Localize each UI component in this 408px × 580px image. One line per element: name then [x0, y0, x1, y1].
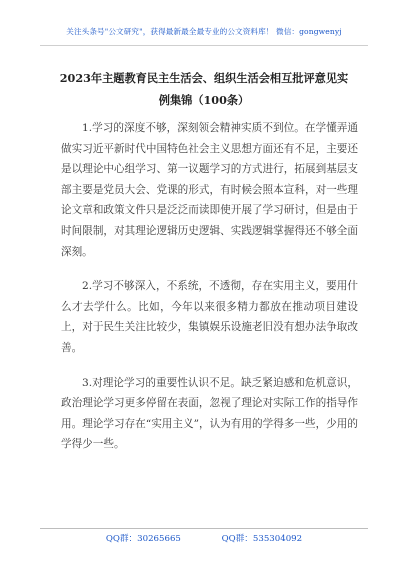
footer-divider	[40, 528, 368, 529]
paragraph-2: 2.学习不够深入，不系统，不透彻，存在实用主义，要用什么才去学什么。比如，今年以来很多精力都放在推动项目建设上，对于民生关注比较少，集镇娱乐设施老旧没有想办法争取改善。	[61, 280, 358, 354]
header-banner[interactable]: 关注头条号"公文研究"，获得最新最全最专业的公文资料库！ 微信：gongwenyj	[66, 27, 342, 36]
document-body	[61, 118, 358, 469]
footer-contacts	[0, 532, 408, 544]
footer-qq-group-right[interactable]: QQ群：535304092	[221, 534, 303, 544]
paragraph-3: 3.对理论学习的重要性认识不足。缺乏紧迫感和危机意识，政治理论学习更多停留在表面，忽视了理论对实际工作的指导作用。理论学习存在“实用主义”，认为有用的学得多一些，少用的学得少一些。	[61, 376, 358, 451]
footer-qq-group-left[interactable]: QQ群：30265665	[105, 534, 181, 544]
paragraph-1: 1.学习的深度不够，深刻领会精神实质不到位。在学懂弄通做实习近平新时代中国特色社会主义思想方面还有不足，主要还是以理论中心组学习、第一议题学习的方式进行，拓展到基层支部主要是党员大会、党课的形式，有时候会照本宣科，对一些理论文章和政策文件只是泛泛而读即使开展了学习研讨，但是由于时间限制，对其理论逻辑历史逻辑、实践逻辑掌握得还不够全面深刻。	[61, 122, 358, 258]
header-divider	[40, 45, 368, 46]
document-title-line-1: 2023年主题教育民主生活会、组织生活会相互批评意见实	[59, 71, 349, 85]
document-title-line-2: 例集锦（100条）	[158, 93, 250, 107]
document-title	[40, 67, 368, 111]
